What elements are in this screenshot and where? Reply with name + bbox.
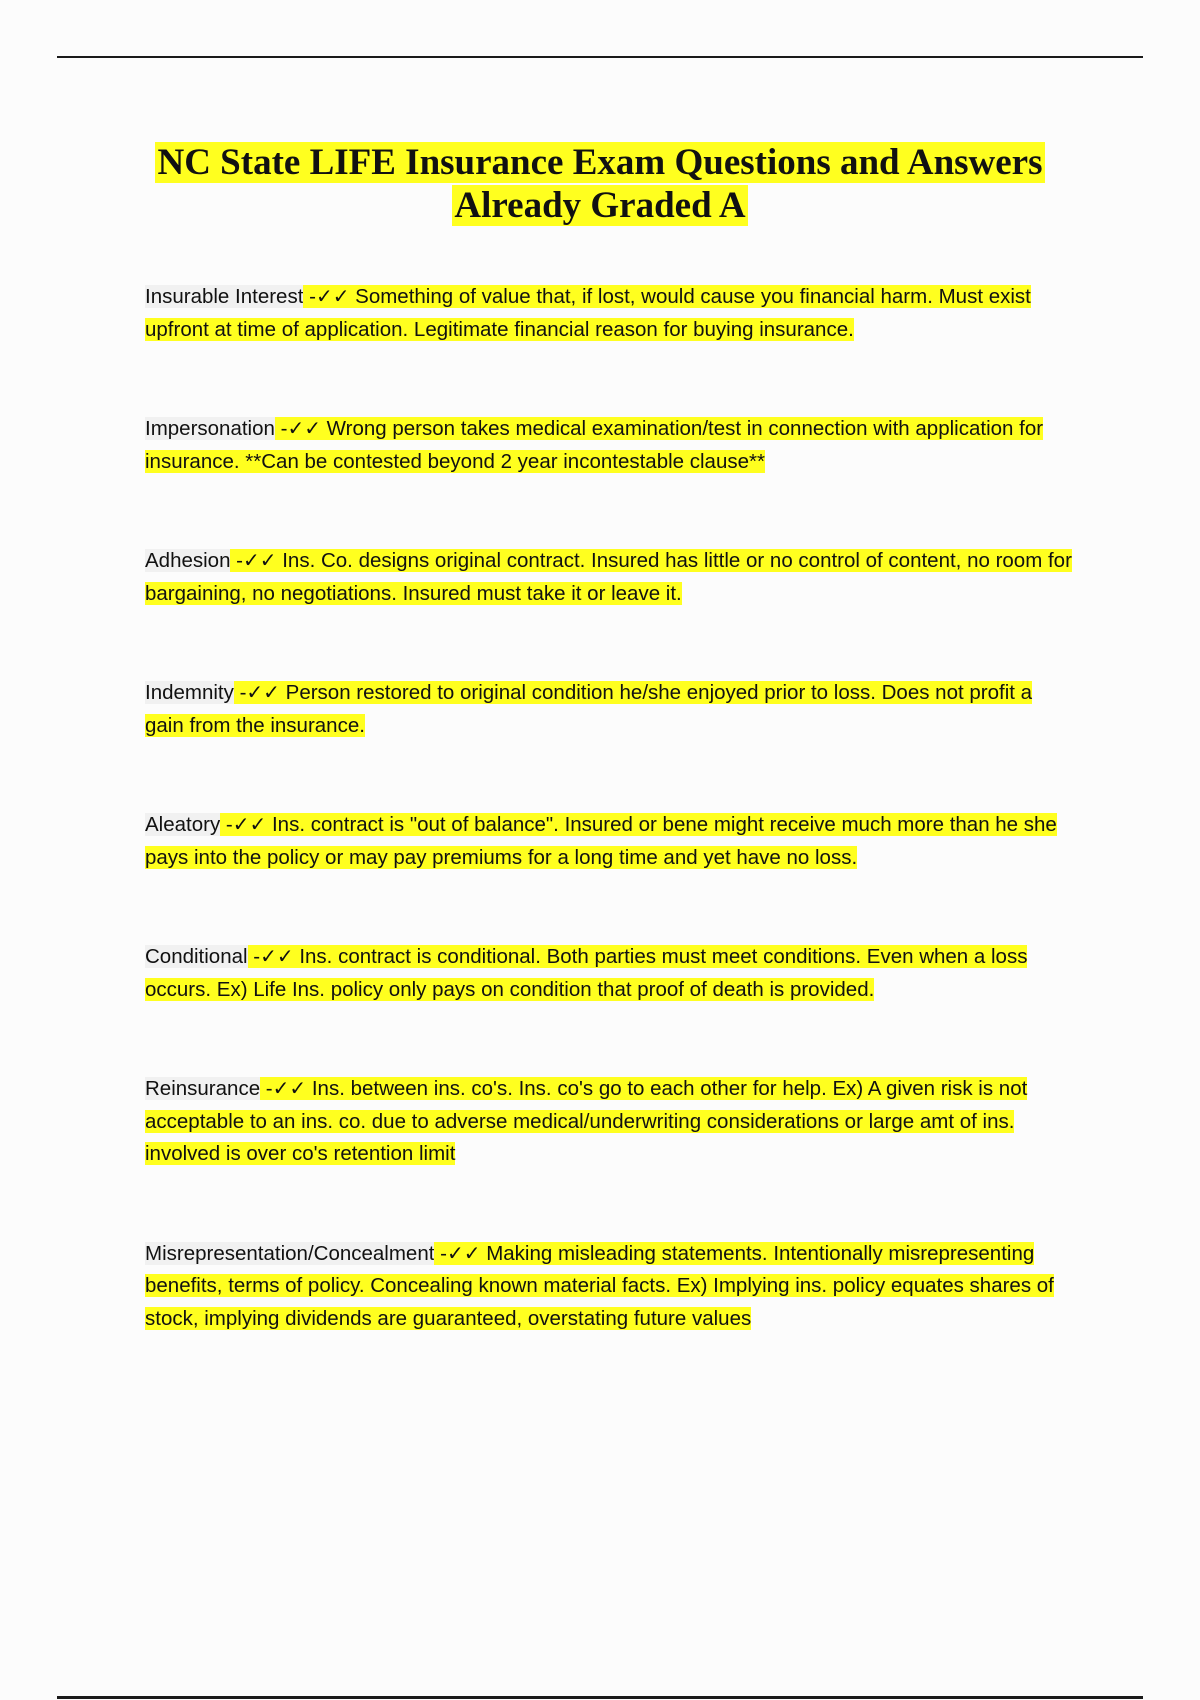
qa-entry-impersonation [145,412,1075,478]
title-line-1: NC State LIFE Insurance Exam Questions and Answers [157,142,1043,183]
qa-list [145,280,1075,1401]
entry-term: Misrepresentation/Concealment [145,1241,435,1265]
entry-term: Aleatory [145,813,221,836]
separator: - [260,1077,273,1100]
entry-term: Insurable Interest [145,285,304,308]
separator: - [230,549,244,572]
entry-definition: Making misleading statements. Intentionally misrepresenting benefits, terms of policy. Concealing known material facts. Ex) Implying ins. policy equates shares of stock, implying dividends are guaranteed, overstating future values [145,1241,1054,1330]
check-marks-icon: ✓✓ [232,812,267,836]
entry-definition: Ins. contract is "out of balance". Insured or bene might receive much more than he she pays into the policy or may pay premiums for a long time and yet have no loss. [145,813,1057,869]
entry-term: Adhesion [145,549,231,572]
check-marks-icon: ✓✓ [446,1240,481,1265]
entry-definition: Person restored to original condition he/she enjoyed prior to loss. Does not profit a gain from the insurance. [145,681,1033,737]
entry-term: Impersonation [145,417,275,440]
qa-entry-aleatory [145,808,1075,874]
top-rule [57,56,1143,58]
check-marks-icon: ✓✓ [315,284,350,308]
separator: - [247,945,261,968]
separator: - [434,1241,447,1265]
qa-entry-insurable-interest [145,280,1075,346]
entry-term: Reinsurance [145,1077,261,1100]
separator: - [274,417,288,440]
entry-definition: Ins. between ins. co's. Ins. co's go to each other for help. Ex) A given risk is not acceptable to an ins. co. due to adverse medical/underwriting considerations or large amt of ins. involved is over co's retention limit [145,1077,1028,1165]
qa-entry-adhesion [145,544,1075,610]
qa-entry-conditional [145,940,1075,1006]
check-marks-icon: ✓✓ [287,416,321,440]
check-marks-icon: ✓✓ [260,944,294,968]
entry-definition: Something of value that, if lost, would cause you financial harm. Must exist upfront at time of application. Legitimate financial reason for buying insurance. [145,285,1031,341]
entry-definition: Wrong person takes medical examination/test in connection with application for insurance. **Can be contested beyond 2 year incontestable clause** [145,417,1044,473]
entry-term: Conditional [145,945,248,968]
qa-entry-misrepresentation-concealment [145,1237,1075,1336]
separator: - [303,285,316,308]
entry-definition: Ins. contract is conditional. Both parties must meet conditions. Even when a loss occurs. Ex) Life Ins. policy only pays on condition that proof of death is provided. [145,945,1028,1001]
entry-definition: Ins. Co. designs original contract. Insured has little or no control of content, no room for bargaining, no negotiations. Insured must take it or leave it. [145,549,1072,605]
check-marks-icon: ✓✓ [246,680,280,704]
check-marks-icon: ✓✓ [272,1076,307,1100]
qa-entry-indemnity [145,676,1075,742]
entry-term: Indemnity [145,681,234,704]
bottom-rule [57,1696,1143,1699]
document-title [0,141,1200,227]
qa-entry-reinsurance [145,1072,1075,1171]
separator: - [233,681,247,704]
check-marks-icon: ✓✓ [243,548,277,572]
separator: - [220,813,233,836]
title-line-2: Already Graded A [454,185,746,226]
